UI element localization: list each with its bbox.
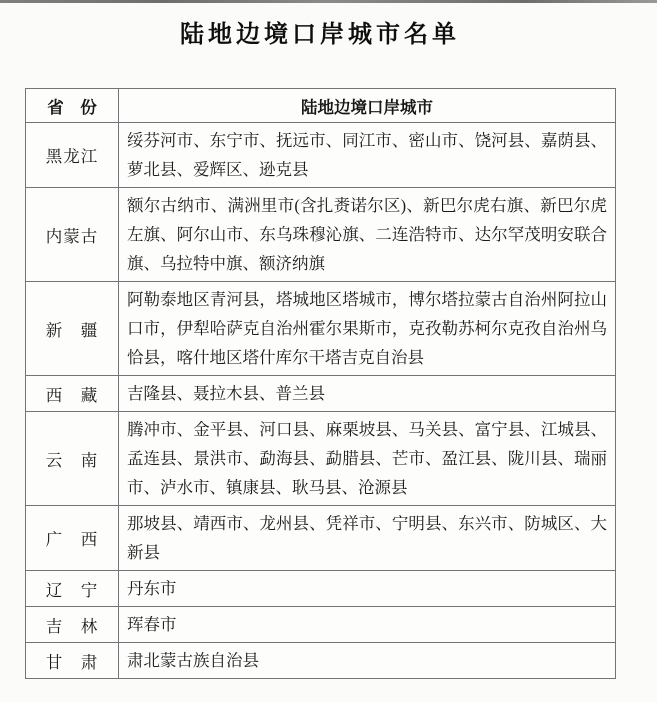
table-row [26, 188, 616, 282]
table-row [26, 643, 616, 679]
document-title: 陆地边境口岸城市名单 [180, 21, 460, 48]
border-cities-table [25, 88, 616, 679]
province-cell: 甘 肃 [26, 643, 119, 679]
province-cell: 广 西 [26, 506, 119, 571]
province-cell: 辽 宁 [26, 571, 119, 607]
cities-cell: 绥芬河市、东宁市、抚远市、同江市、密山市、饶河县、嘉荫县、萝北县、爱辉区、逊克县 [119, 123, 616, 188]
table-row [26, 282, 616, 376]
cities-cell: 丹东市 [119, 571, 616, 607]
table-row [26, 376, 616, 412]
cities-header-cell: 陆地边境口岸城市 [119, 89, 616, 123]
province-cell: 内蒙古 [26, 188, 119, 282]
province-cell: 黑龙江 [26, 123, 119, 188]
table-row [26, 607, 616, 643]
cities-cell: 腾冲市、金平县、河口县、麻栗坡县、马关县、富宁县、江城县、孟连县、景洪市、勐海县、勐腊县、芒市、盈江县、陇川县、瑞丽市、泸水市、镇康县、耿马县、沧源县 [119, 412, 616, 506]
province-cell: 云 南 [26, 412, 119, 506]
province-header-cell: 省 份 [26, 89, 119, 123]
cities-cell: 珲春市 [119, 607, 616, 643]
table-row [26, 123, 616, 188]
cities-cell: 额尔古纳市、满洲里市(含扎赉诺尔区)、新巴尔虎右旗、新巴尔虎左旗、阿尔山市、东乌珠穆沁旗、二连浩特市、达尔罕茂明安联合旗、乌拉特中旗、额济纳旗 [119, 188, 616, 282]
province-cell: 新 疆 [26, 282, 119, 376]
cities-cell: 阿勒泰地区青河县，塔城地区塔城市，博尔塔拉蒙古自治州阿拉山口市，伊犁哈萨克自治州霍尔果斯市，克孜勒苏柯尔克孜自治州乌恰县，喀什地区塔什库尔干塔吉克自治县 [119, 282, 616, 376]
province-cell: 西 藏 [26, 376, 119, 412]
cities-cell: 肃北蒙古族自治县 [119, 643, 616, 679]
cities-cell: 那坡县、靖西市、龙州县、凭祥市、宁明县、东兴市、防城区、大新县 [119, 506, 616, 571]
scan-edge-top [0, 0, 657, 3]
table-body [26, 123, 616, 679]
table-row [26, 506, 616, 571]
cities-cell: 吉隆县、聂拉木县、普兰县 [119, 376, 616, 412]
province-cell: 吉 林 [26, 607, 119, 643]
table-header-row [26, 89, 616, 123]
table-row [26, 412, 616, 506]
table-row [26, 571, 616, 607]
